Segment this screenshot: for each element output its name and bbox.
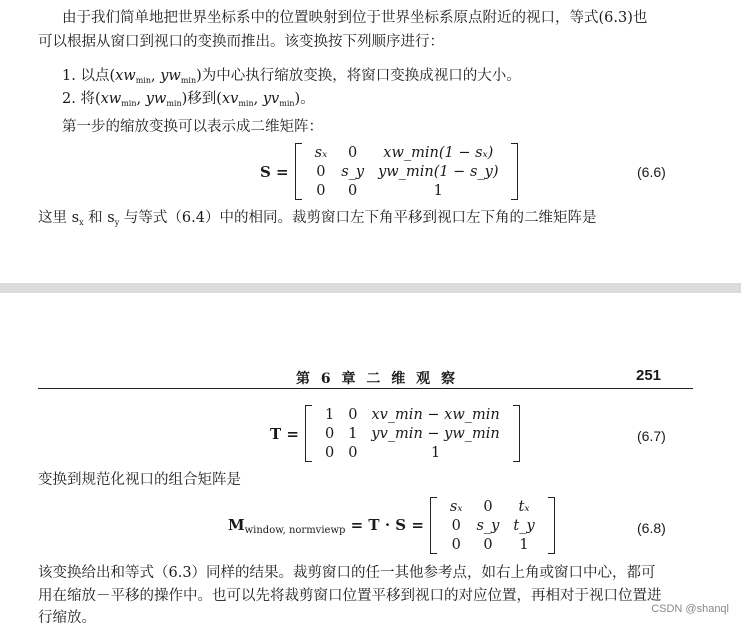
matrix-t: 1 0 xv_min − xw_min 0 1 yv_min − yw_min 0 0 1 xyxy=(324,406,500,461)
equation-6-6 xyxy=(260,143,518,200)
matrix-m: sₓ 0 tₓ 0 s_y t_y 0 0 1 xyxy=(449,498,535,553)
watermark: CSDN @shanql xyxy=(651,603,729,615)
equation-number: (6.8) xyxy=(637,520,666,536)
paragraph-line: 用在缩放－平移的操作中。也可以先将裁剪窗口位置平移到视口的对应位置，再相对于视口位置进 xyxy=(38,588,662,604)
bracket-right xyxy=(511,143,518,200)
step-1: 1. 以点($xw_{min}$, $yw_{min}$)为中心执行缩放变换，将窗口变换成视口的大小。 xyxy=(62,68,521,85)
bracket-left xyxy=(305,405,312,462)
equation-number: (6.6) xyxy=(637,164,666,180)
matrix-lhs: T = xyxy=(270,424,299,443)
equation-number: (6.7) xyxy=(637,428,666,444)
equation-6-7 xyxy=(270,405,520,462)
bracket-right xyxy=(548,497,555,554)
chapter-header: 第 6 章 二 维 观 察 xyxy=(296,371,458,387)
paragraph-line: 可以根据从窗口到视口的变换而推出。该变换按下列顺序进行： xyxy=(38,34,444,50)
bracket-right xyxy=(513,405,520,462)
step-2: 2. 将($xw_{min}$, $yw_{min}$)移到($xv_{min}$, $yv_{min}$)。 xyxy=(62,91,315,108)
equation-6-8 xyxy=(228,497,555,554)
page-number: 251 xyxy=(636,367,662,384)
paragraph-line: 第一步的缩放变换可以表示成二维矩阵： xyxy=(62,119,323,135)
paragraph-line: 行缩放。 xyxy=(38,610,96,626)
matrix-s: sₓ 0 xw_min(1 − sₓ) 0 s_y yw_min(1 − s_y) 0 0 1 xyxy=(314,144,499,199)
paragraph-line: 由于我们简单地把世界坐标系中的位置映射到位于世界坐标系原点附近的视口，等式(6.3)也 xyxy=(62,10,648,26)
bracket-left xyxy=(295,143,302,200)
matrix-lhs: S = xyxy=(260,162,289,181)
paragraph-line: 这里 $s_x$ 和 $s_y$ 与等式（6.4）中的相同。裁剪窗口左下角平移到视口左下角的二维矩阵是 xyxy=(38,210,597,227)
header-rule xyxy=(38,388,693,389)
matrix-lhs: $M_{window, normviewp} = T \cdot S$ = xyxy=(228,515,424,536)
page-separator xyxy=(0,283,741,293)
paragraph-line: 该变换给出和等式（6.3）同样的结果。裁剪窗口的任一其他参考点，如右上角或窗口中心，都可 xyxy=(38,565,656,581)
bracket-left xyxy=(430,497,437,554)
paragraph-line: 变换到规范化视口的组合矩阵是 xyxy=(38,472,241,488)
